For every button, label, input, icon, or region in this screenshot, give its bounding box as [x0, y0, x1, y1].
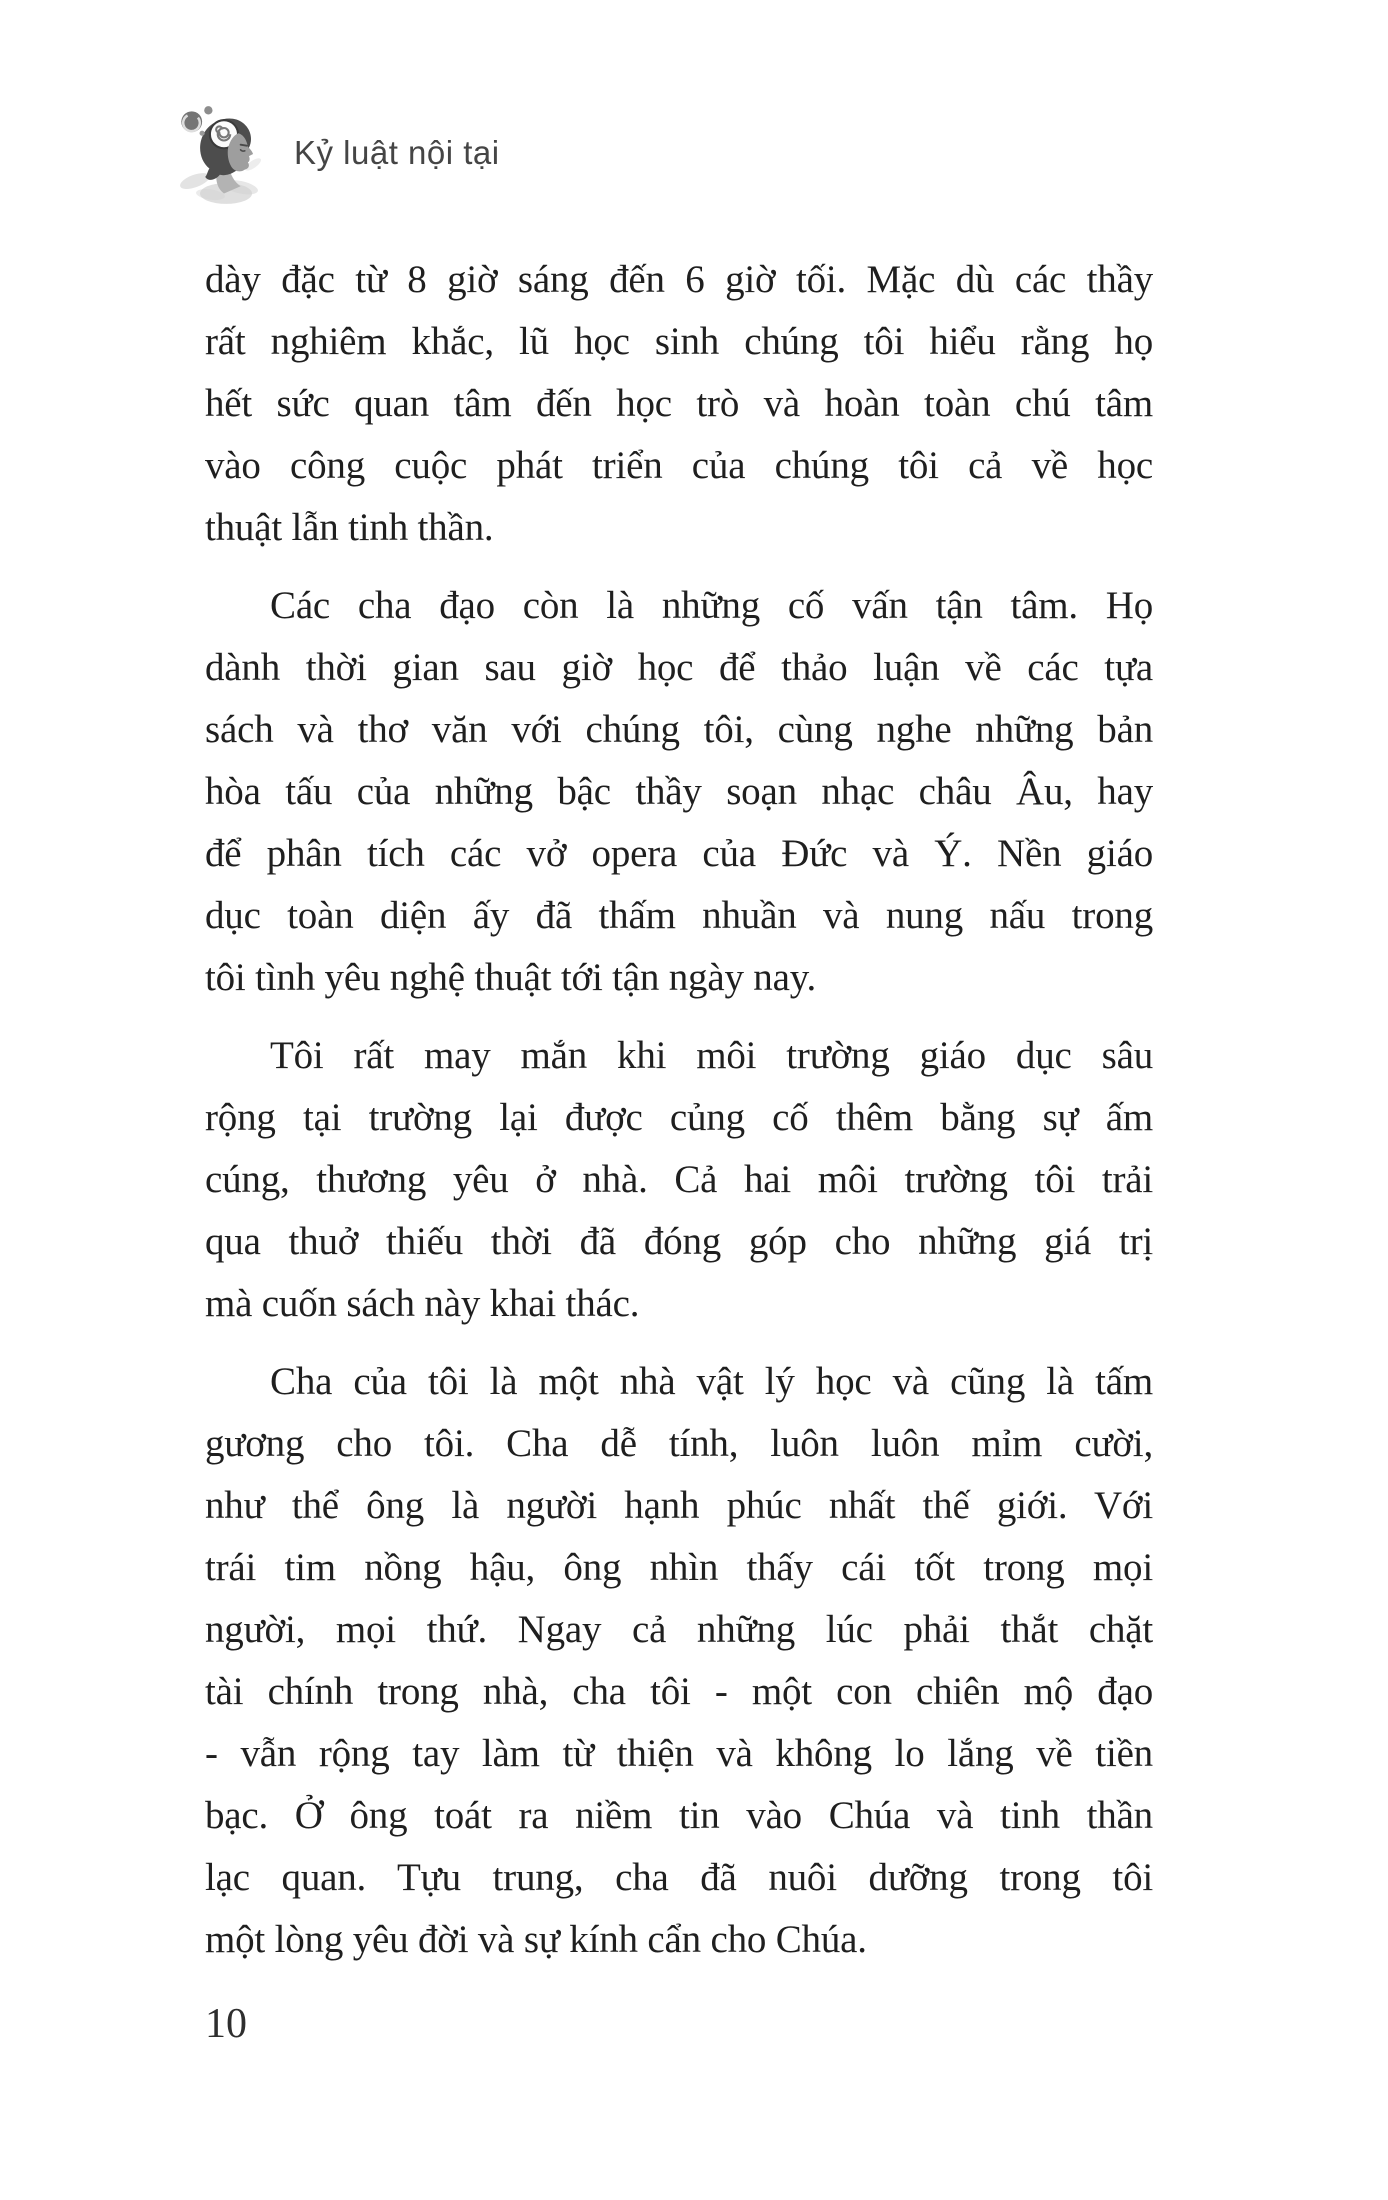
text-line: qua thuở thiếu thời đã đóng góp cho những giá trị [205, 1220, 1153, 1263]
text-line: người, mọi thứ. Ngay cả những lúc phải thắt chặt [205, 1608, 1153, 1651]
text-line: - vẫn rộng tay làm từ thiện và không lo lắng về tiền [205, 1732, 1153, 1775]
text-line: một lòng yêu đời và sự kính cẩn cho Chúa. [205, 1918, 867, 1961]
text-line: trái tim nồng hậu, ông nhìn thấy cái tốt trong mọi [205, 1546, 1153, 1589]
text-line: như thể ông là người hạnh phúc nhất thế giới. Với [205, 1484, 1153, 1527]
text-line: gương cho tôi. Cha dễ tính, luôn luôn mỉm cười, [205, 1422, 1153, 1465]
text-line: Các cha đạo còn là những cố vấn tận tâm. Họ [270, 584, 1153, 627]
text-line: để phân tích các vở opera của Đức và Ý. Nền giáo [205, 832, 1153, 875]
text-line: thuật lẫn tinh thần. [205, 506, 494, 549]
text-line: dành thời gian sau giờ học để thảo luận về các tựa [205, 646, 1153, 689]
paragraph-1 [205, 249, 1153, 559]
text-line: Cha của tôi là một nhà vật lý học và cũng là tấm [270, 1360, 1153, 1403]
page-header [178, 102, 500, 212]
text-line: dục toàn diện ấy đã thấm nhuần và nung nấu trong [205, 894, 1153, 937]
page-body [205, 249, 1153, 1971]
woman-profile-mind-clock-icon [178, 102, 272, 206]
text-line: tôi tình yêu nghệ thuật tới tận ngày nay. [205, 956, 817, 999]
text-line: hòa tấu của những bậc thầy soạn nhạc châu Âu, hay [205, 770, 1153, 813]
text-line: mà cuốn sách này khai thác. [205, 1282, 640, 1325]
text-line: rất nghiêm khắc, lũ học sinh chúng tôi hiểu rằng họ [205, 320, 1153, 363]
running-title: Kỷ luật nội tại [294, 134, 500, 171]
text-line: dày đặc từ 8 giờ sáng đến 6 giờ tối. Mặc dù các thầy [205, 258, 1153, 301]
paragraph-4 [205, 1351, 1153, 1971]
text-line: lạc quan. Tựu trung, cha đã nuôi dưỡng trong tôi [205, 1856, 1153, 1899]
text-line: sách và thơ văn với chúng tôi, cùng nghe những bản [205, 708, 1153, 751]
text-line: vào công cuộc phát triển của chúng tôi cả về học [205, 444, 1153, 487]
page-number: 10 [205, 2001, 247, 2047]
text-line: rộng tại trường lại được củng cố thêm bằng sự ấm [205, 1096, 1153, 1139]
text-line: hết sức quan tâm đến học trò và hoàn toàn chú tâm [205, 382, 1153, 425]
text-line: Tôi rất may mắn khi môi trường giáo dục sâu [270, 1034, 1153, 1077]
text-line: bạc. Ở ông toát ra niềm tin vào Chúa và tinh thần [205, 1794, 1153, 1837]
paragraph-3 [205, 1025, 1153, 1335]
text-line: cúng, thương yêu ở nhà. Cả hai môi trường tôi trải [205, 1158, 1153, 1201]
paragraph-2 [205, 575, 1153, 1009]
text-line: tài chính trong nhà, cha tôi - một con chiên mộ đạo [205, 1670, 1153, 1713]
